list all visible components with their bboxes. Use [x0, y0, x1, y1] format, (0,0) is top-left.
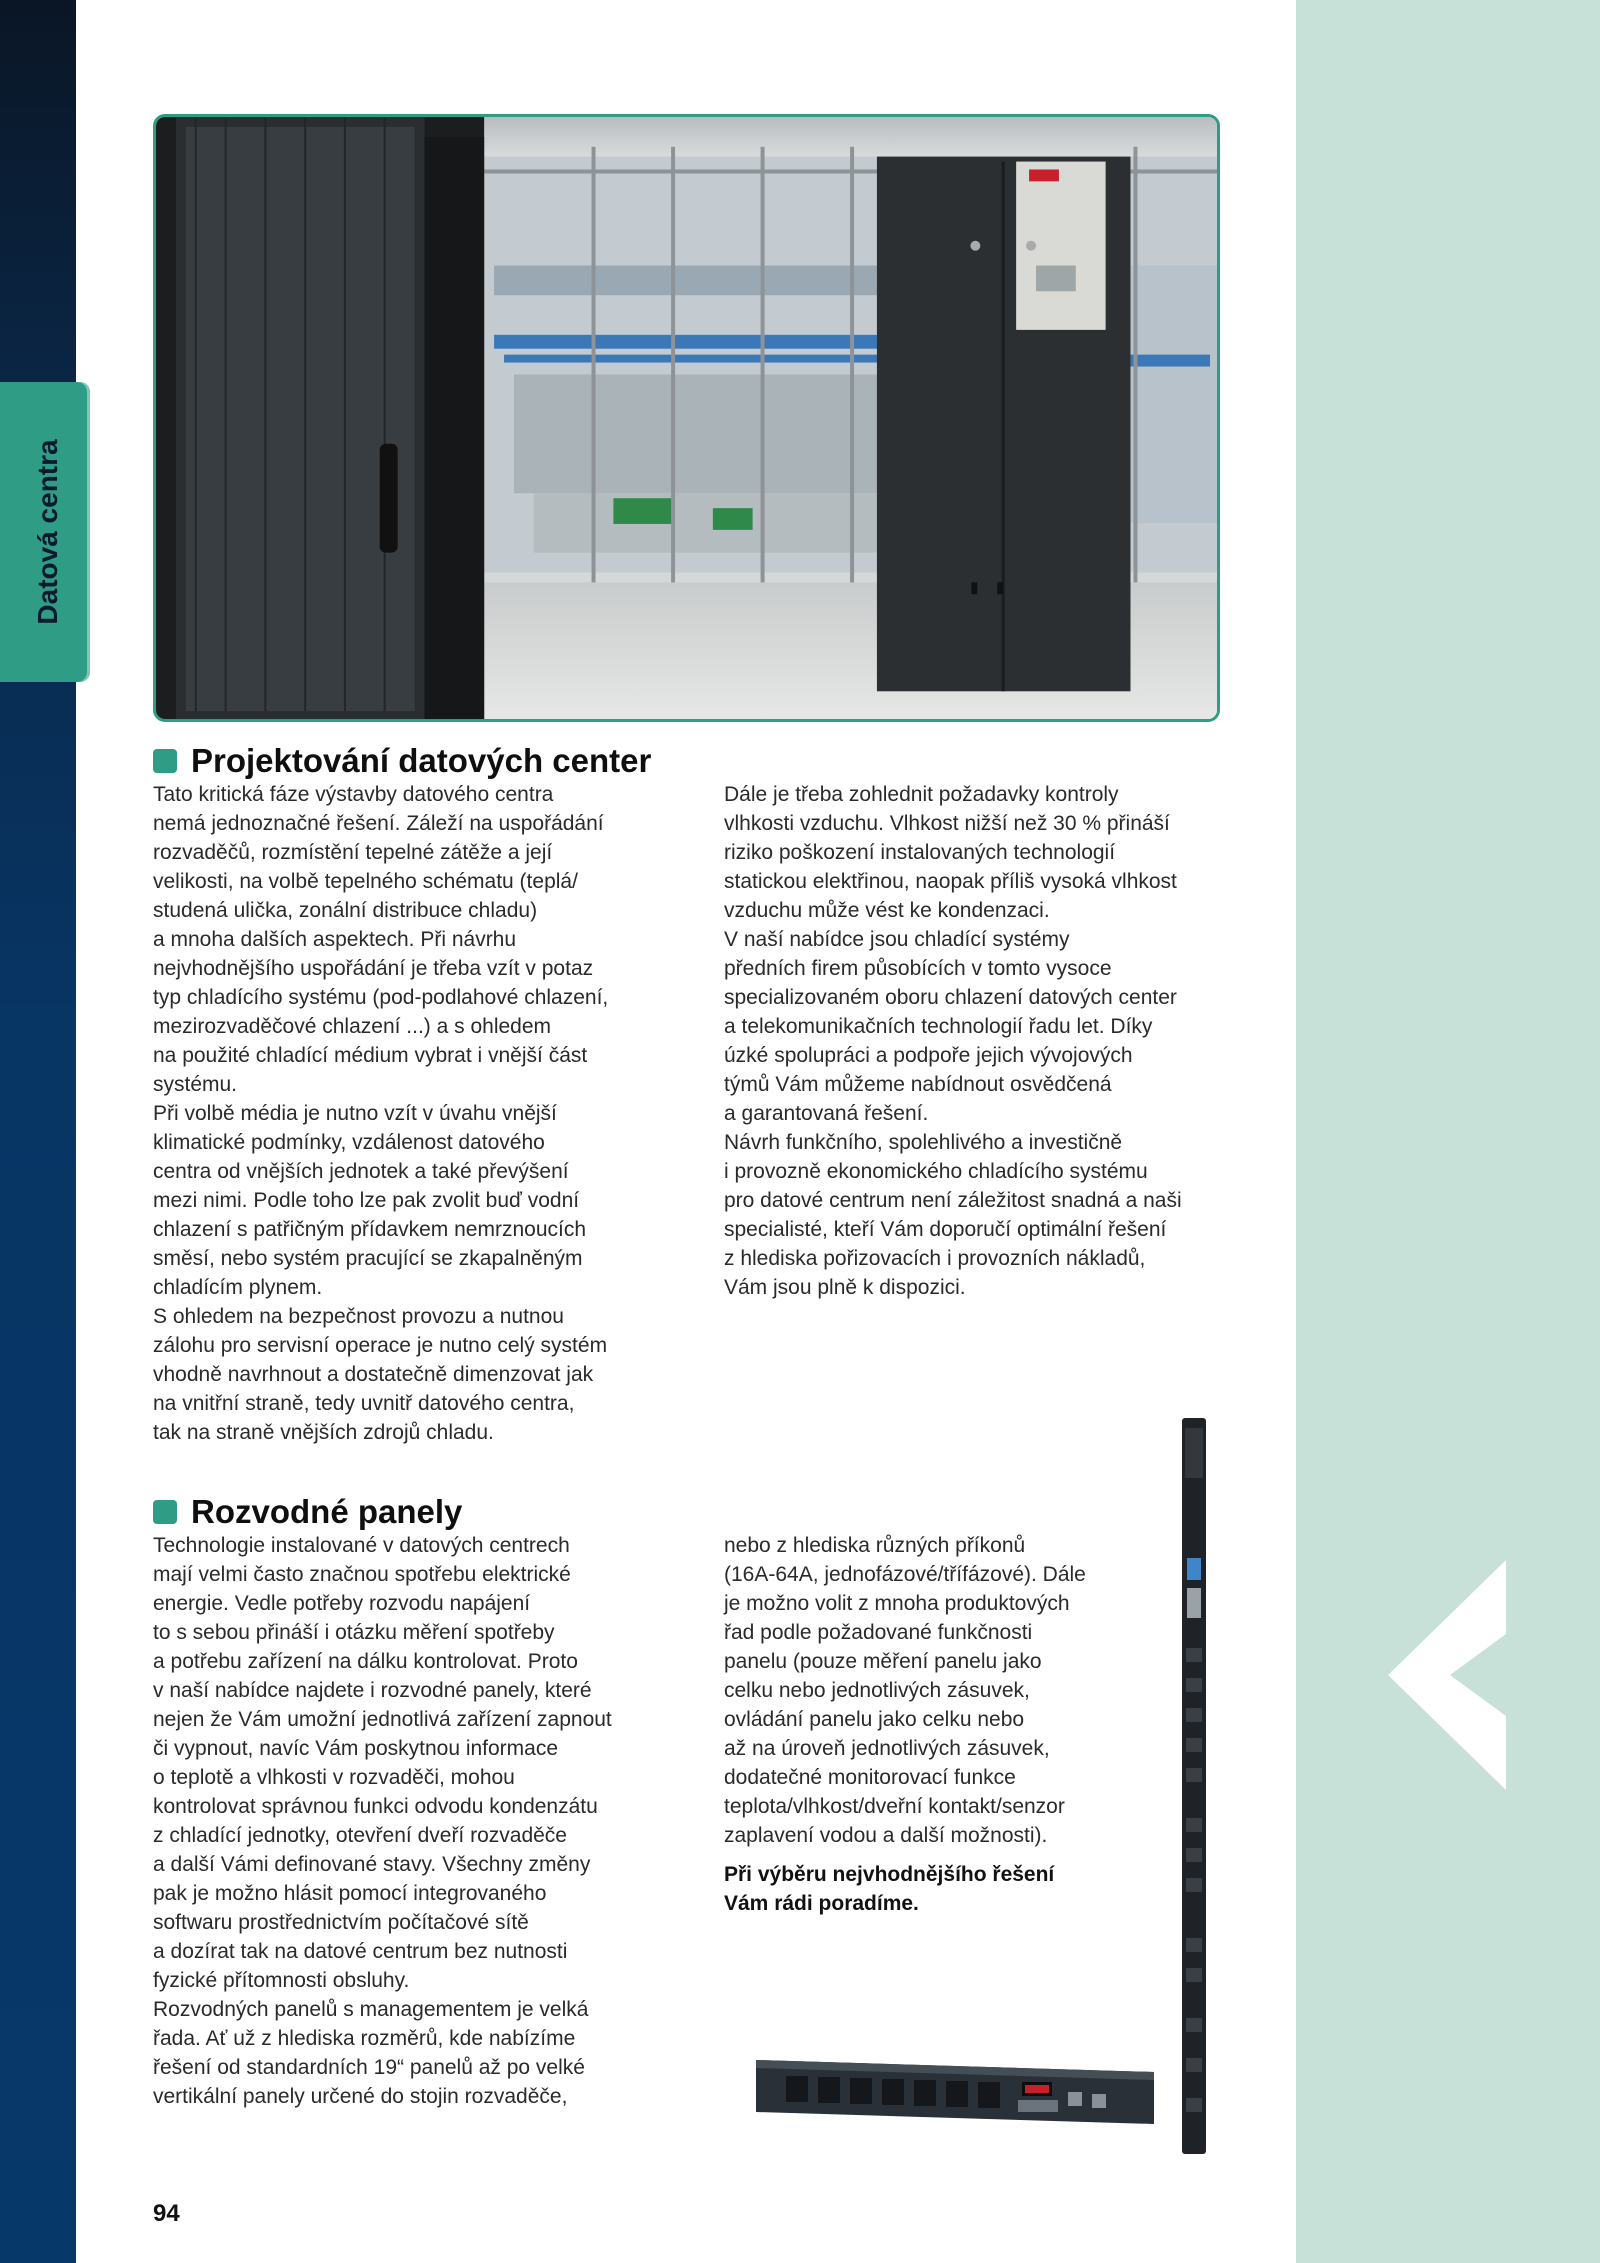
text-line: vzduchu může vést ke kondenzaci. [724, 899, 1050, 922]
closing-bold-line: Vám rádi poradíme. [724, 1892, 919, 1915]
text-line: chlazení s patřičným přídavkem nemrznoucích [153, 1218, 587, 1241]
section1-column-right [724, 780, 1224, 1302]
text-line: systému. [153, 1073, 238, 1096]
section-title: Rozvodné panely [191, 1493, 463, 1530]
closing-bold-line: Při výběru nejvhodnějšího řešení [724, 1863, 1055, 1886]
text-line: riziko poškození instalovaných technologií [724, 841, 1116, 864]
text-line: nebo z hlediska různých příkonů [724, 1534, 1026, 1557]
text-line: centra od vnějších jednotek a také převýšení [153, 1160, 569, 1183]
text-line: předních firem působících v tomto vysoce [724, 957, 1112, 980]
left-color-bar [0, 0, 76, 2263]
section-heading-rozvodne-panely [153, 1493, 462, 1531]
text-line: pro datové centrum není záležitost snadná a naši [724, 1189, 1182, 1212]
text-line: vertikální panely určené do stojin rozvaděče, [153, 2085, 568, 2108]
text-line: mezi nimi. Podle toho lze pak zvolit buď vodní [153, 1189, 580, 1212]
text-line: na vnitřní straně, tedy uvnitř datového centra, [153, 1392, 575, 1415]
text-line: a další Vámi definované stavy. Všechny změny [153, 1853, 591, 1876]
chapter-tab-label: Datová centra [32, 439, 63, 625]
text-line: i provozně ekonomického chladícího systému [724, 1160, 1148, 1183]
text-line: celku nebo jednotlivých zásuvek, [724, 1679, 1030, 1702]
text-line: panelu (pouze měření panelu jako [724, 1650, 1042, 1673]
data-center-photo [153, 114, 1220, 722]
text-line: řad podle požadované funkčnosti [724, 1621, 1033, 1644]
text-line: a potřebu zařízení na dálku kontrolovat. Proto [153, 1650, 578, 1673]
text-line: Rozvodných panelů s managementem je velká [153, 1998, 589, 2021]
page-number: 94 [153, 2200, 180, 2227]
text-line: mají velmi často značnou spotřebu elektrické [153, 1563, 571, 1586]
text-line: klimatické podmínky, vzdálenost datového [153, 1131, 545, 1154]
text-line: o teplotě a vlhkosti v rozvaděči, mohou [153, 1766, 515, 1789]
text-line: velikosti, na volbě tepelného schématu (teplá/ [153, 870, 578, 893]
text-line: a mnoha dalších aspektech. Při návrhu [153, 928, 517, 951]
section2-column-right [724, 1531, 1164, 1918]
text-line: vhodně navrhnout a dostatečně dimenzovat jak [153, 1363, 594, 1386]
text-line: ovládání panelu jako celku nebo [724, 1708, 1025, 1731]
text-line: Dále je třeba zohlednit požadavky kontroly [724, 783, 1119, 806]
text-line: V naší nabídce jsou chladící systémy [724, 928, 1070, 951]
text-line: zaplavení vodou a další možnosti). [724, 1824, 1048, 1847]
text-line: je možno volit z mnoha produktových [724, 1592, 1070, 1615]
text-line: Vám jsou plně k dispozici. [724, 1276, 966, 1299]
text-line: to s sebou přináší i otázku měření spotřeby [153, 1621, 555, 1644]
vertical-pdu-image [1176, 1418, 1212, 2154]
text-line: a telekomunikačních technologií řadu let. Díky [724, 1015, 1153, 1038]
section-title: Projektování datových center [191, 742, 652, 779]
text-line: (16A-64A, jednofázové/třífázové). Dále [724, 1563, 1086, 1586]
text-line: pak je možno hlásit pomocí integrovaného [153, 1882, 547, 1905]
text-line: studená ulička, zonální distribuce chladu) [153, 899, 538, 922]
text-line: nemá jednoznačné řešení. Záleží na uspořádání [153, 812, 604, 835]
text-line: softwaru prostřednictvím počítačové sítě [153, 1911, 529, 1934]
text-line: Technologie instalované v datových centrech [153, 1534, 570, 1557]
text-line: specialisté, kteří Vám doporučí optimální řešení [724, 1218, 1167, 1241]
text-line: z chladící jednotky, otevření dveří rozvaděče [153, 1824, 567, 1847]
text-line: až na úroveň jednotlivých zásuvek, [724, 1737, 1050, 1760]
text-line: vlhkosti vzduchu. Vlhkost nižší než 30 % přináší [724, 812, 1170, 835]
text-line: z hlediska pořizovacích i provozních nákladů, [724, 1247, 1146, 1270]
text-line: teplota/vlhkost/dveřní kontakt/senzor [724, 1795, 1065, 1818]
text-line: řada. Ať už z hlediska rozměrů, kde nabízíme [153, 2027, 576, 2050]
section2-column-left [153, 1531, 653, 2111]
text-line: fyzické přítomnosti obsluhy. [153, 1969, 410, 1992]
text-line: Návrh funkčního, spolehlivého a investičně [724, 1131, 1123, 1154]
section-bullet-icon [153, 1500, 177, 1524]
text-line: dodatečné monitorovací funkce [724, 1766, 1016, 1789]
text-line: nejvhodnějšího uspořádání je třeba vzít v potaz [153, 957, 594, 980]
section1-column-left [153, 780, 653, 1447]
section-heading-projektovani [153, 742, 651, 780]
text-line: mezirozvaděčové chlazení ...) a s ohledem [153, 1015, 552, 1038]
text-line: Při volbě média je nutno vzít v úvahu vnější [153, 1102, 557, 1125]
chevron-left-icon [1388, 1560, 1508, 1790]
rack-pdu-image [756, 2052, 1154, 2134]
text-line: rozvaděčů, rozmístění tepelné zátěže a její [153, 841, 553, 864]
text-line: S ohledem na bezpečnost provozu a nutnou [153, 1305, 564, 1328]
text-line: týmů Vám můžeme nabídnout osvědčená [724, 1073, 1112, 1096]
text-line: energie. Vedle potřeby rozvodu napájení [153, 1592, 531, 1615]
text-line: kontrolovat správnou funkci odvodu kondenzátu [153, 1795, 598, 1818]
text-line: specializovaném oboru chlazení datových center [724, 986, 1177, 1009]
section-bullet-icon [153, 749, 177, 773]
text-line: či vypnout, navíc Vám poskytnou informace [153, 1737, 559, 1760]
text-line: na použité chladící médium vybrat i vnější část [153, 1044, 588, 1067]
text-line: a dozírat tak na datové centrum bez nutnosti [153, 1940, 568, 1963]
right-decor-panel [1296, 0, 1600, 2263]
text-line: chladícím plynem. [153, 1276, 323, 1299]
text-line: a garantovaná řešení. [724, 1102, 929, 1125]
text-line: typ chladícího systému (pod-podlahové chlazení, [153, 986, 609, 1009]
text-line: úzké spolupráci a podpoře jejich vývojových [724, 1044, 1133, 1067]
text-line: statickou elektřinou, naopak příliš vysoká vlhkost [724, 870, 1177, 893]
text-line: zálohu pro servisní operace je nutno celý systém [153, 1334, 608, 1357]
text-line: Tato kritická fáze výstavby datového centra [153, 783, 554, 806]
text-line: nejen že Vám umožní jednotlivá zařízení zapnout [153, 1708, 612, 1731]
text-line: řešení od standardních 19“ panelů až po velké [153, 2056, 585, 2079]
text-line: v naší nabídce najdete i rozvodné panely, které [153, 1679, 592, 1702]
text-line: směsí, nebo systém pracující se zkapalněným [153, 1247, 583, 1270]
text-line: tak na straně vnějších zdrojů chladu. [153, 1421, 494, 1444]
